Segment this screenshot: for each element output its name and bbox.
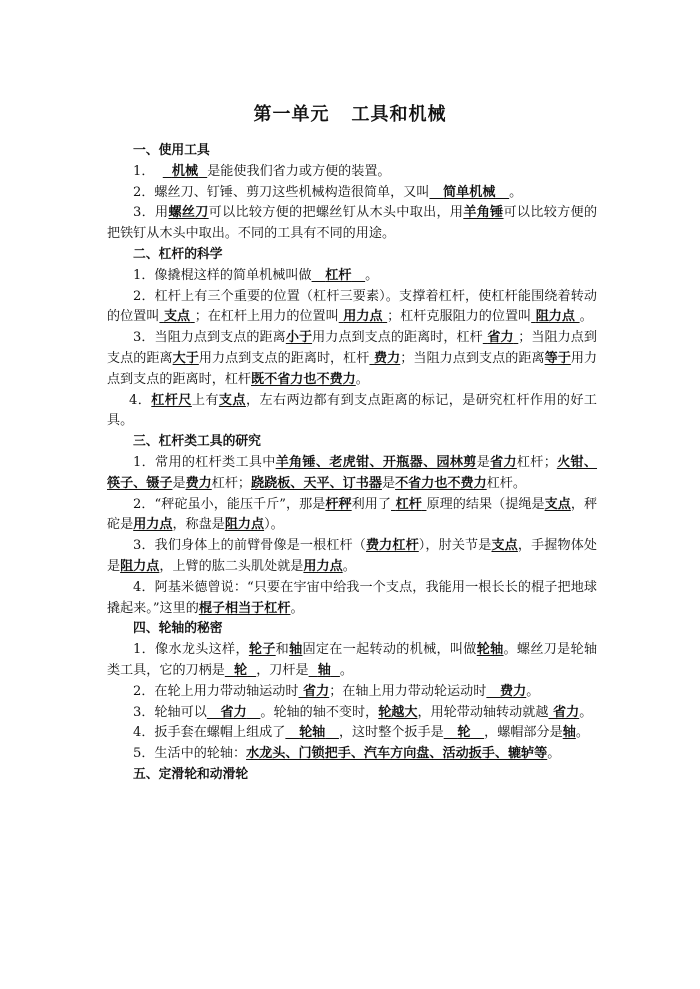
section-heading-3: 三、杠杆类工具的研究 xyxy=(133,434,261,450)
paragraph-1-2: 2．螺丝刀、钉锤、剪刀这些机械构造很简单，又叫 简单机械 。 xyxy=(133,184,523,200)
section-heading-4: 四、轮轴的秘密 xyxy=(133,621,223,637)
section-heading-2: 二、杠杆的科学 xyxy=(133,246,223,262)
paragraph-3-2: 2．“秤砣虽小，能压千斤”，那是杆秤利用了 杠杆 原理的结果（提绳是支点，秤砣是用力点，称盘是阻力点）。 xyxy=(107,496,598,533)
paragraph-3-3: 3．我们身体上的前臂骨像是一根杠杆（费力杠杆），肘关节是支点，手握物体处是阻力点，上臂的肱二头肌处就是用力点。 xyxy=(107,538,598,574)
section-heading-5: 五、定滑轮和动滑轮 xyxy=(133,766,249,782)
paragraph-4-2: 2．在轮上用力带动轴运动时 省力；在轴上用力带动轮运动时 费力。 xyxy=(133,683,540,699)
paragraph-1-1: 1． 机械 是能使我们省力或方便的装置。 xyxy=(133,163,391,179)
paragraph-3-4: 4．阿基米德曾说：“只要在宇宙中给我一个支点，我能用一根长长的棍子把地球撬起来。”这里的棍子相当于杠杆。 xyxy=(107,579,597,616)
paragraph-2-4: 4．杠杆尺上有支点，左右两边都有到支点距离的标记，是研究杠杆作用的好工具。 xyxy=(107,392,598,429)
paragraph-4-1: 1．像水龙头这样，轮子和轴固定在一起转动的机械，叫做轮轴。螺丝刀是轮轴类工具，它的刀柄是 轮 ，刀杆是 轴 。 xyxy=(107,642,598,678)
section-heading-1: 一、使用工具 xyxy=(133,143,210,158)
paragraph-3-1: 1．常用的杠杆类工具中羊角锤、老虎钳、开瓶器、园林剪是省力杠杆；火钳、筷子、镊子是费力杠杆；跷跷板、天平、订书器是不省力也不费力杠杆。 xyxy=(107,454,598,491)
paragraph-2-1: 1．像撬棍这样的简单机械叫做 杠杆 。 xyxy=(133,267,379,283)
title-topic: 工具和机械 xyxy=(351,104,447,125)
paragraph-2-2: 2．杠杆上有三个重要的位置（杠杆三要素）。支撑着杠杆，使杠杆能围绕着转动的位置叫 支点 ；在杠杆上用力的位置叫 用力点 ；杠杆克服阻力的位置叫 阻力点 。 xyxy=(107,288,597,325)
paragraph-1-3: 3．用螺丝刀可以比较方便的把螺丝钉从木头中取出，用羊角锤可以比较方便的把铁钉从木头中取出。不同的工具有不同的用途。 xyxy=(107,205,598,242)
paragraph-4-5: 5．生活中的轮轴：水龙头、门锁把手、汽车方向盘、活动扳手、辘轳等。 xyxy=(133,746,561,762)
paragraph-4-3: 3．轮轴可以 省力 。轮轴的轴不变时，轮越大，用轮带动轴转动就越 省力。 xyxy=(133,704,593,720)
paragraph-2-3: 3．当阻力点到支点的距离小于用力点到支点的距离时，杠杆 省力 ；当阻力点到支点的距离大于用力点到支点的距离时，杠杆 费力；当阻力点到支点的距离等于用力点到支点的距离时，杠杆既不省力也不费力。 xyxy=(107,330,598,387)
document-body xyxy=(107,141,597,786)
title-unit: 第一单元 xyxy=(253,104,330,125)
paragraph-4-4: 4．扳手套在螺帽上组成了 轮轴 ，这时整个扳手是 轮 ，螺帽部分是轴。 xyxy=(133,725,589,741)
page-title xyxy=(0,100,700,126)
